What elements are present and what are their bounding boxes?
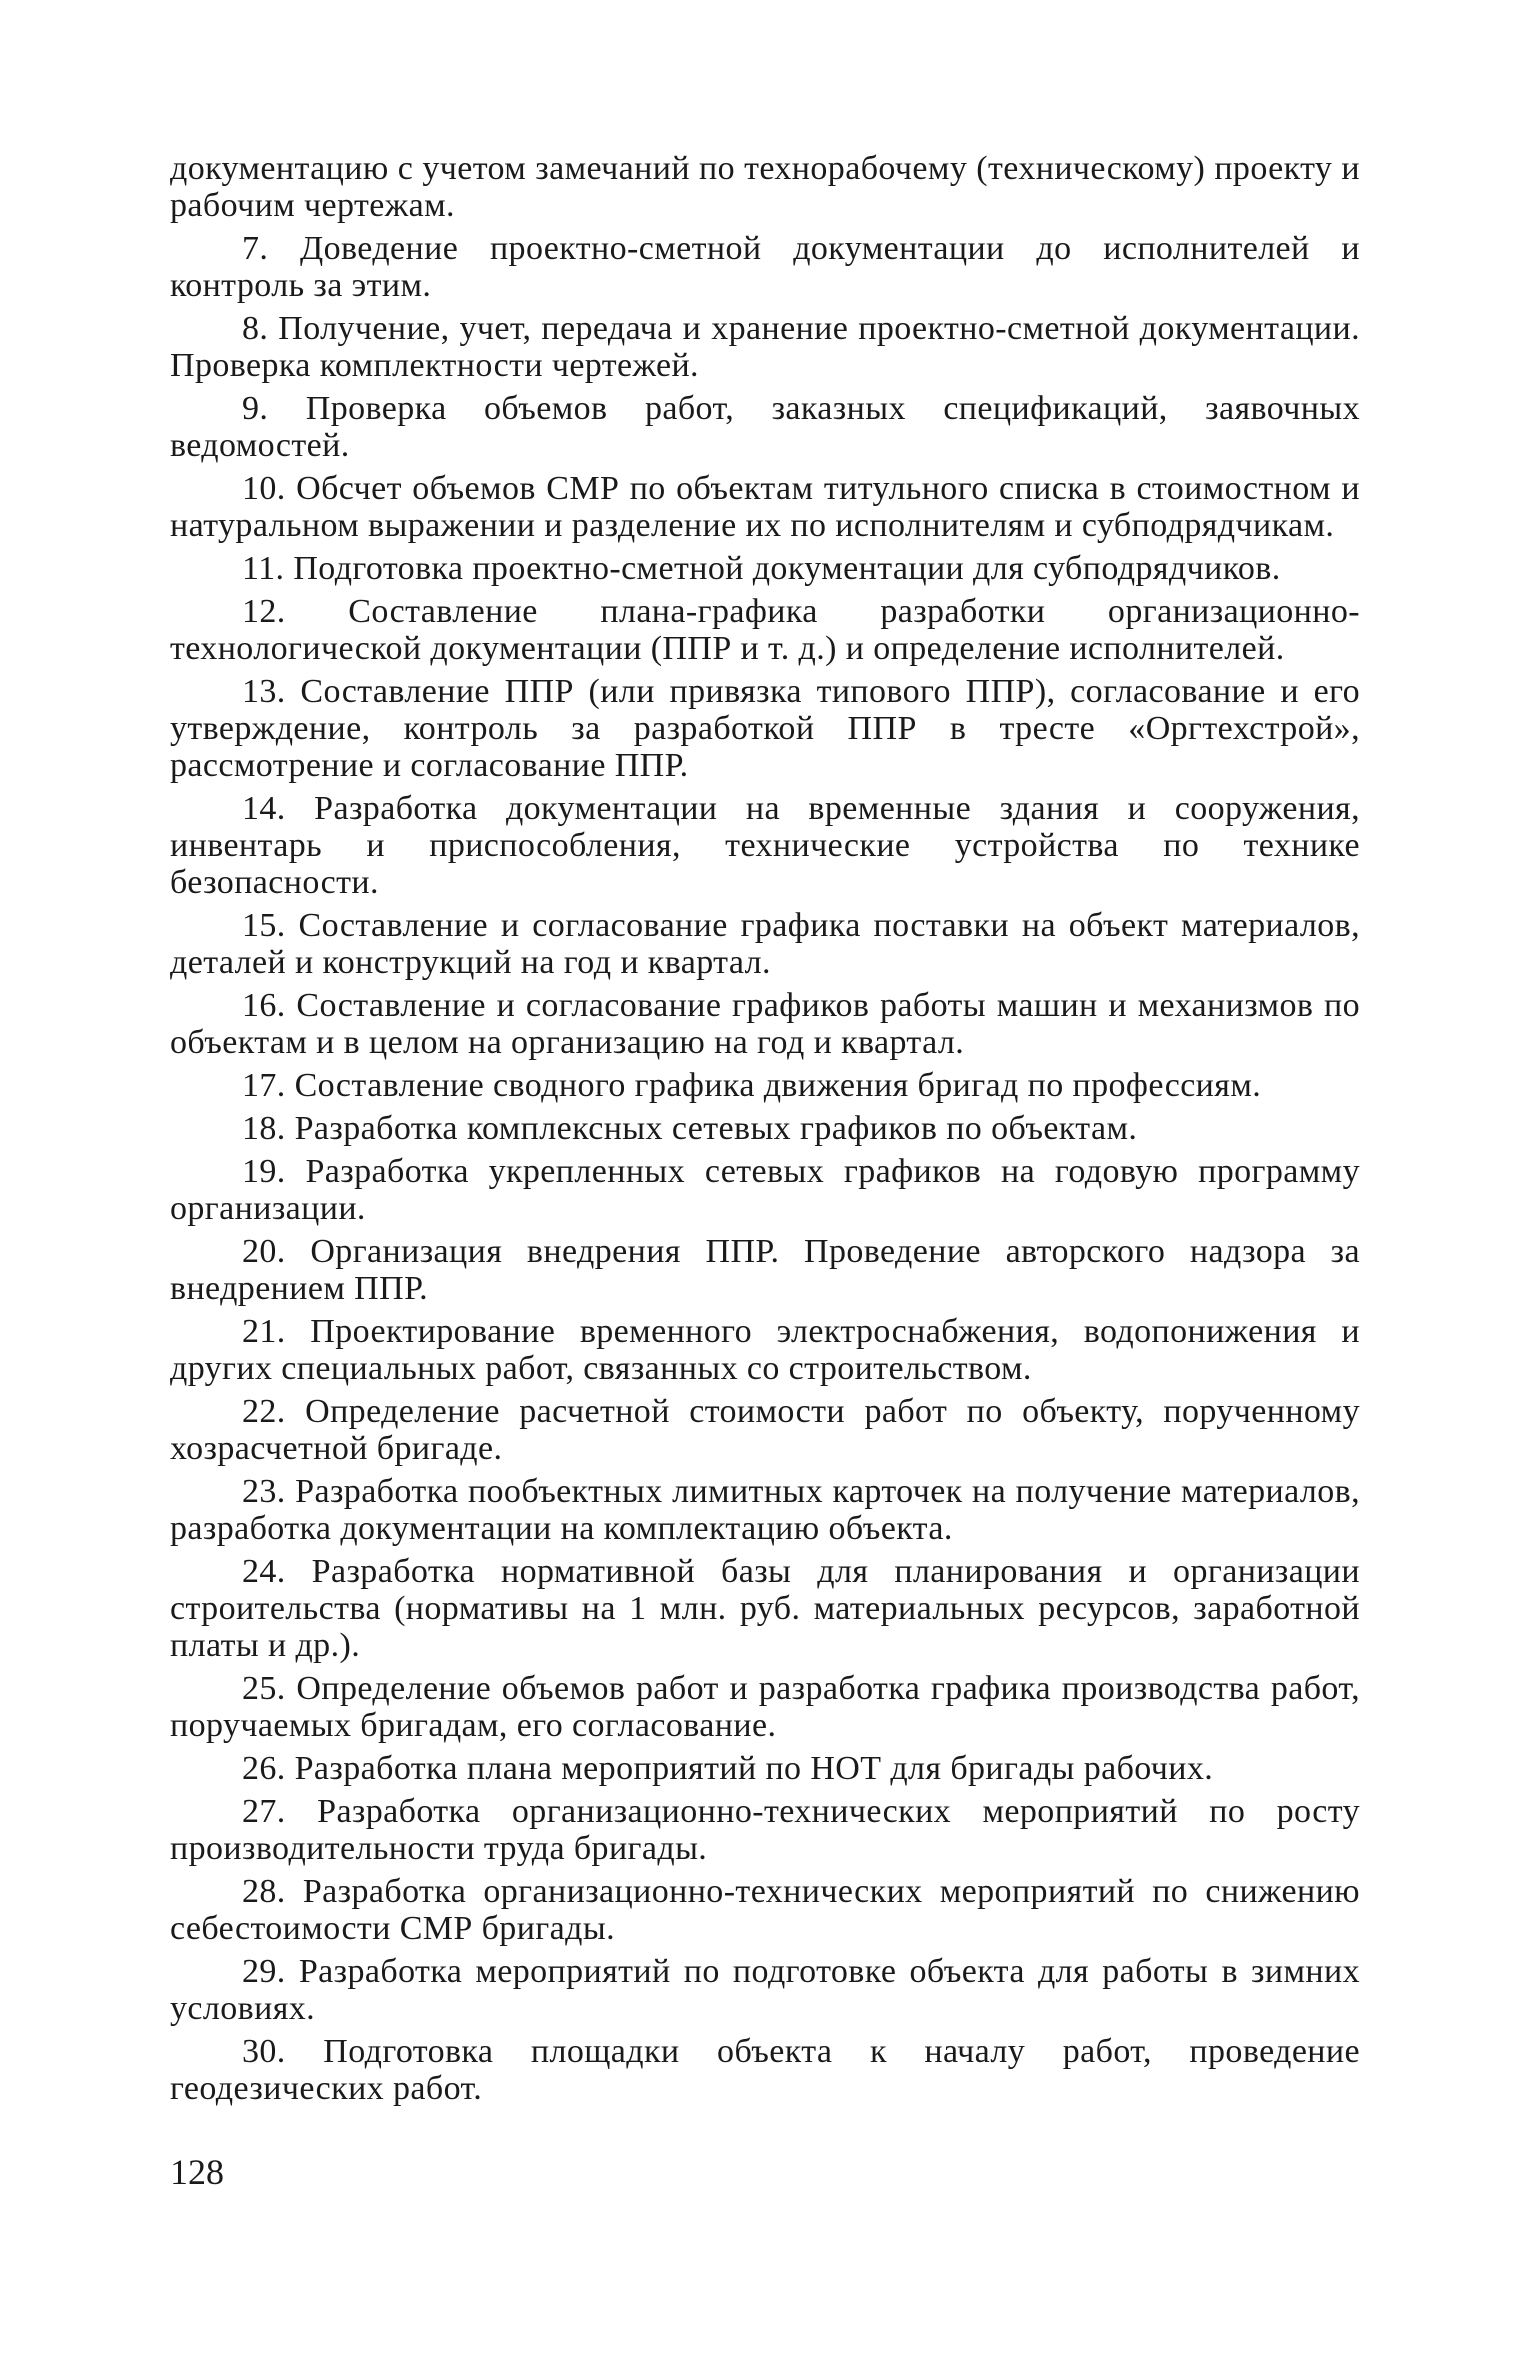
list-item-13: 13. Составление ППР (или привязка типового ППР), согласование и его утверждение, контроль за разработкой ППР в тресте «Оргтехстрой», рассмотрение и согласование ППР.	[170, 673, 1360, 784]
list-item-30: 30. Подготовка площадки объекта к началу работ, проведение геодезических работ.	[170, 2033, 1360, 2107]
list-item-17: 17. Составление сводного графика движения бригад по профессиям.	[242, 1067, 1262, 1104]
list-item-28: 28. Разработка организационно-технических мероприятий по снижению себестоимости СМР бригады.	[170, 1873, 1360, 1947]
list-item-19: 19. Разработка укрепленных сетевых графиков на годовую программу организации.	[170, 1153, 1360, 1227]
list-item-15: 15. Составление и согласование графика поставки на объект материалов, деталей и конструкций на год и квартал.	[170, 907, 1360, 981]
list-item-22: 22. Определение расчетной стоимости работ по объекту, порученному хозрасчетной бригаде.	[170, 1393, 1360, 1467]
page-number: 128	[170, 2152, 224, 2192]
list-item-27: 27. Разработка организационно-технических мероприятий по росту производительности труда бригады.	[170, 1793, 1360, 1867]
page-body	[170, 150, 1360, 2113]
list-item-11: 11. Подготовка проектно-сметной документации для субподрядчиков.	[242, 550, 1281, 587]
list-item-12: 12. Составление плана-графика разработки организационно-технологической документации (ППР и т. д.) и определение исполнителей.	[170, 593, 1360, 667]
list-item-8: 8. Получение, учет, передача и хранение проектно-сметной документации. Проверка комплектности чертежей.	[170, 310, 1360, 384]
paragraph-continuation: документацию с учетом замечаний по технорабочему (техническому) проекту и рабочим чертежам.	[170, 150, 1360, 224]
list-item-16: 16. Составление и согласование графиков работы машин и механизмов по объектам и в целом на организацию на год и квартал.	[170, 987, 1360, 1061]
list-item-23: 23. Разработка пообъектных лимитных карточек на получение материалов, разработка документации на комплектацию объекта.	[170, 1473, 1360, 1547]
list-item-25: 25. Определение объемов работ и разработка графика производства работ, поручаемых бригадам, его согласование.	[170, 1670, 1360, 1744]
list-item-21: 21. Проектирование временного электроснабжения, водопонижения и других специальных работ, связанных со строительством.	[170, 1313, 1360, 1387]
list-item-18: 18. Разработка комплексных сетевых графиков по объектам.	[242, 1110, 1138, 1147]
list-item-14: 14. Разработка документации на временные здания и сооружения, инвентарь и приспособления, технические устройства по технике безопасности.	[170, 790, 1360, 901]
list-item-9: 9. Проверка объемов работ, заказных спецификаций, заявочных ведомостей.	[170, 390, 1360, 464]
list-item-10: 10. Обсчет объемов СМР по объектам титульного списка в стоимостном и натуральном выражении и разделение их по исполнителям и субподрядчикам.	[170, 470, 1360, 544]
list-item-7: 7. Доведение проектно-сметной документации до исполнителей и контроль за этим.	[170, 230, 1360, 304]
list-item-20: 20. Организация внедрения ППР. Проведение авторского надзора за внедрением ППР.	[170, 1233, 1360, 1307]
list-item-26: 26. Разработка плана мероприятий по НОТ для бригады рабочих.	[242, 1750, 1214, 1787]
list-item-24: 24. Разработка нормативной базы для планирования и организации строительства (нормативы на 1 млн. руб. материальных ресурсов, заработной платы и др.).	[170, 1553, 1360, 1664]
list-item-29: 29. Разработка мероприятий по подготовке объекта для работы в зимних условиях.	[170, 1953, 1360, 2027]
